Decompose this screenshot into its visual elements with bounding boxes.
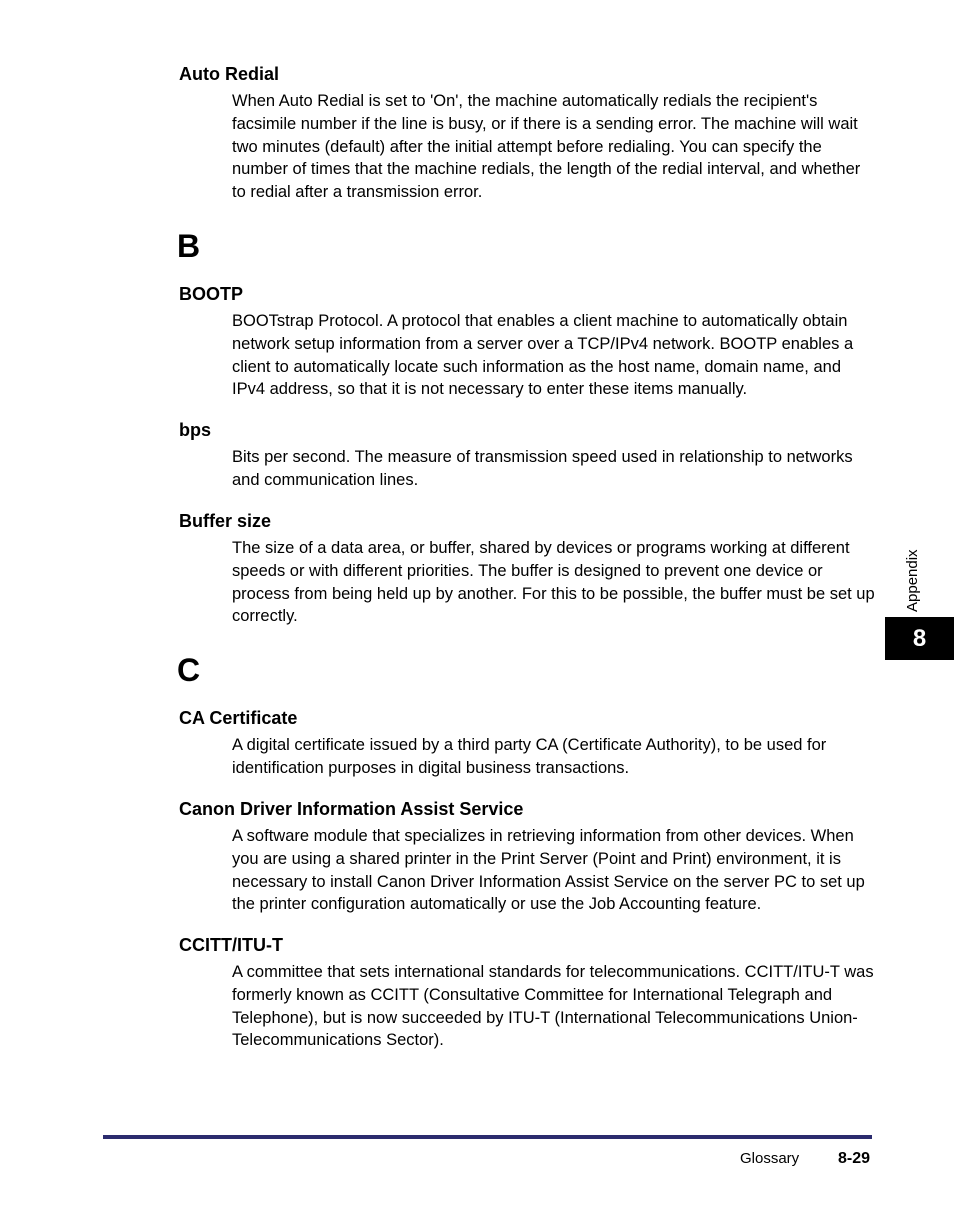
chapter-tab-label (898, 534, 928, 614)
chapter-tab-number: 8 (885, 617, 954, 660)
definition-buffer-size: The size of a data area, or buffer, shared by devices or programs working at different speeds or with different priorities. The buffer is designed to prevent one device or process from being held up by another. For this to be possible, the buffer must be set up correctly. (232, 539, 875, 626)
term-ccitt-itu-t: CCITT/ITU-T (179, 935, 283, 955)
definition-ca-certificate: A digital certificate issued by a third party CA (Certificate Authority), to be used for identification purposes in digital business transactions. (232, 736, 827, 777)
footer-page-number: 8-29 (838, 1150, 871, 1167)
term-bootp: BOOTP (179, 284, 244, 304)
definition-canon-driver-information-assist-service: A software module that specializes in retrieving information from other devices. When you are using a shared printer in the Print Server (Point and Print) environment, it is necessary to install Canon Driver Information Assist Service on the server PC to set up the printer configuration automatically or use the Job Accounting feature. (232, 827, 865, 914)
term-auto-redial: Auto Redial (179, 64, 280, 84)
footer-rule (103, 1135, 872, 1139)
definition-bootp: BOOTstrap Protocol. A protocol that enables a client machine to automatically obtain network setup information from a server over a TCP/IPv4 network. BOOTP enables a client to automatically locate such information as the host name, domain name, and IPv4 address, so that it is not necessary to enter these items manually. (232, 312, 854, 399)
term-ca-certificate: CA Certificate (179, 708, 298, 728)
footer-section-label: Glossary (740, 1150, 800, 1167)
definition-bps: Bits per second. The measure of transmission speed used in relationship to networks and communication lines. (232, 448, 853, 489)
term-buffer-size: Buffer size (179, 511, 272, 531)
definition-auto-redial: When Auto Redial is set to 'On', the machine automatically redials the recipient's facsimile number if the line is busy, or if there is a sending error. The machine will wait two minutes (default) after the initial attempt before redialing. You can specify the number of times that the machine redials, the length of the redial interval, and whether to redial after a transmission error. (232, 92, 861, 202)
section-letter-b: B (177, 228, 201, 264)
section-letter-c: C (177, 652, 201, 688)
term-bps: bps (179, 420, 212, 440)
definition-ccitt-itu-t: A committee that sets international standards for telecommunications. CCITT/ITU-T was formerly known as CCITT (Consultative Committee for International Telegraph and Telephone), but is now succeeded by ITU-T (International Telecommunications Union-Telecommunications Sector). (232, 963, 874, 1050)
term-canon-driver-information-assist-service: Canon Driver Information Assist Service (179, 799, 524, 819)
chapter-tab-label-text: Appendix (904, 549, 921, 612)
